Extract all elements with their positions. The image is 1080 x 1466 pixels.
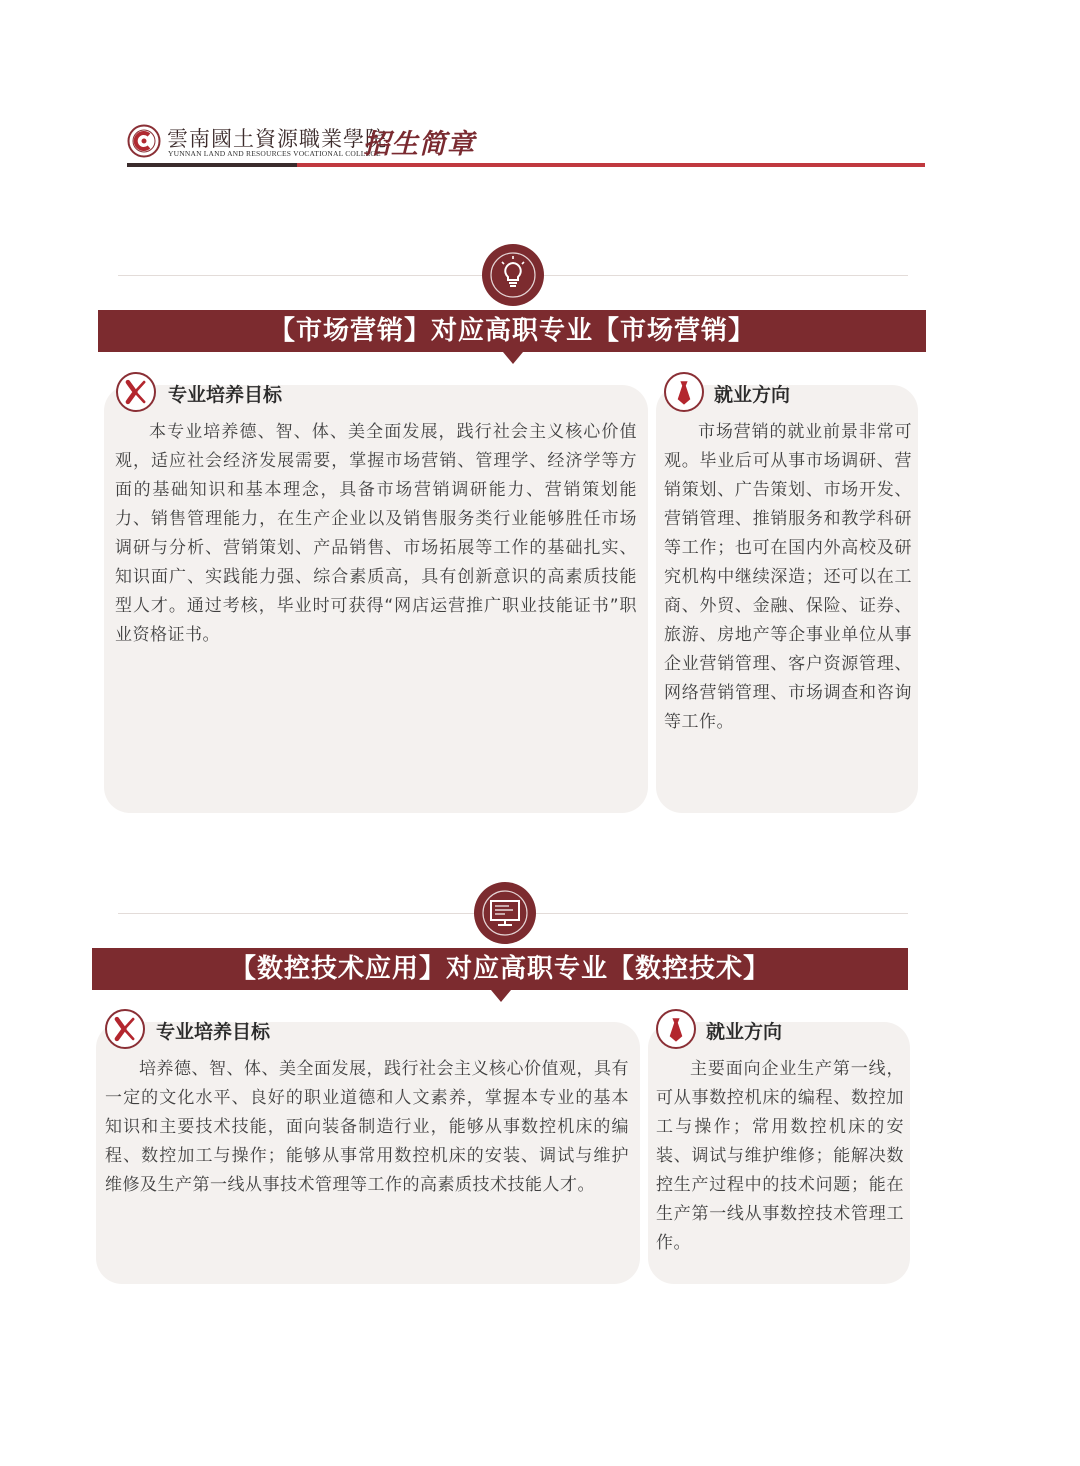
computer-monitor-icon — [474, 882, 536, 944]
career-title: 就业方向 — [714, 384, 791, 406]
career-title: 就业方向 — [706, 1021, 783, 1043]
necktie-icon — [656, 1009, 696, 1049]
career-text: 市场营销的就业前景非常可观。毕业后可从事市场调研、营销策划、广告策划、市场开发、营销管理、推销服务和教学科研等工作；也可在国内外高校及研究机构中继续深造；还可以在工商、外贸、金融、保险、证券、旅游、房地产等企事业单位从事企业营销管理、客户资源管理、网络营销管理、市场调查和咨询等工作。 — [664, 422, 912, 732]
target-x-icon — [105, 1009, 145, 1049]
training-goal-text: 本专业培养德、智、体、美全面发展，践行社会主义核心价值观，适应社会经济发展需要，掌握市场营销、管理学、经济学等方面的基础知识和基本理念，具备市场营销调研能力、营销策划能力、销售管理能力，在生产企业以及销售服务类行业能够胜任市场调研与分析、营销策划、产品销售、市场拓展等工作的基础扎实、知识面广、实践能力强、综合素质高，具有创新意识的高素质技能型人才。通过考核，毕业时可获得“网店运营推广职业技能证书”职业资格证书。 — [115, 422, 637, 645]
brochure-title: 招生简章 — [363, 129, 475, 160]
training-goal-title: 专业培养目标 — [156, 1021, 271, 1043]
college-name-cn: 雲南國土資源職業學院 — [167, 127, 387, 151]
major-banner: 【数控技术应用】对应高职专业【数控技术】 — [92, 948, 908, 990]
major-banner: 【市场营销】对应高职专业【市场营销】 — [98, 310, 926, 352]
career-text: 主要面向企业生产第一线，可从事数控机床的编程、数控加工与操作；常用数控机床的安装、调试与维护维修；能解决数控生产过程中的技术问题；能在生产第一线从事数控技术管理工作。 — [656, 1059, 904, 1253]
college-name-en: YUNNAN LAND AND RESOURCES VOCATIONAL COLLEGE — [168, 149, 381, 158]
banner-pointer — [491, 990, 511, 1002]
training-goal-title: 专业培养目标 — [168, 384, 283, 406]
training-goal-text: 培养德、智、体、美全面发展，践行社会主义核心价值观，具有一定的文化水平、良好的职业道德和人文素养，掌握本专业的基本知识和主要技术技能，面向装备制造行业，能够从事数控机床的编程、数控加工与操作；能够从事常用数控机床的安装、调试与维护维修及生产第一线从事技术管理等工作的高素质技术技能人才。 — [105, 1059, 629, 1195]
